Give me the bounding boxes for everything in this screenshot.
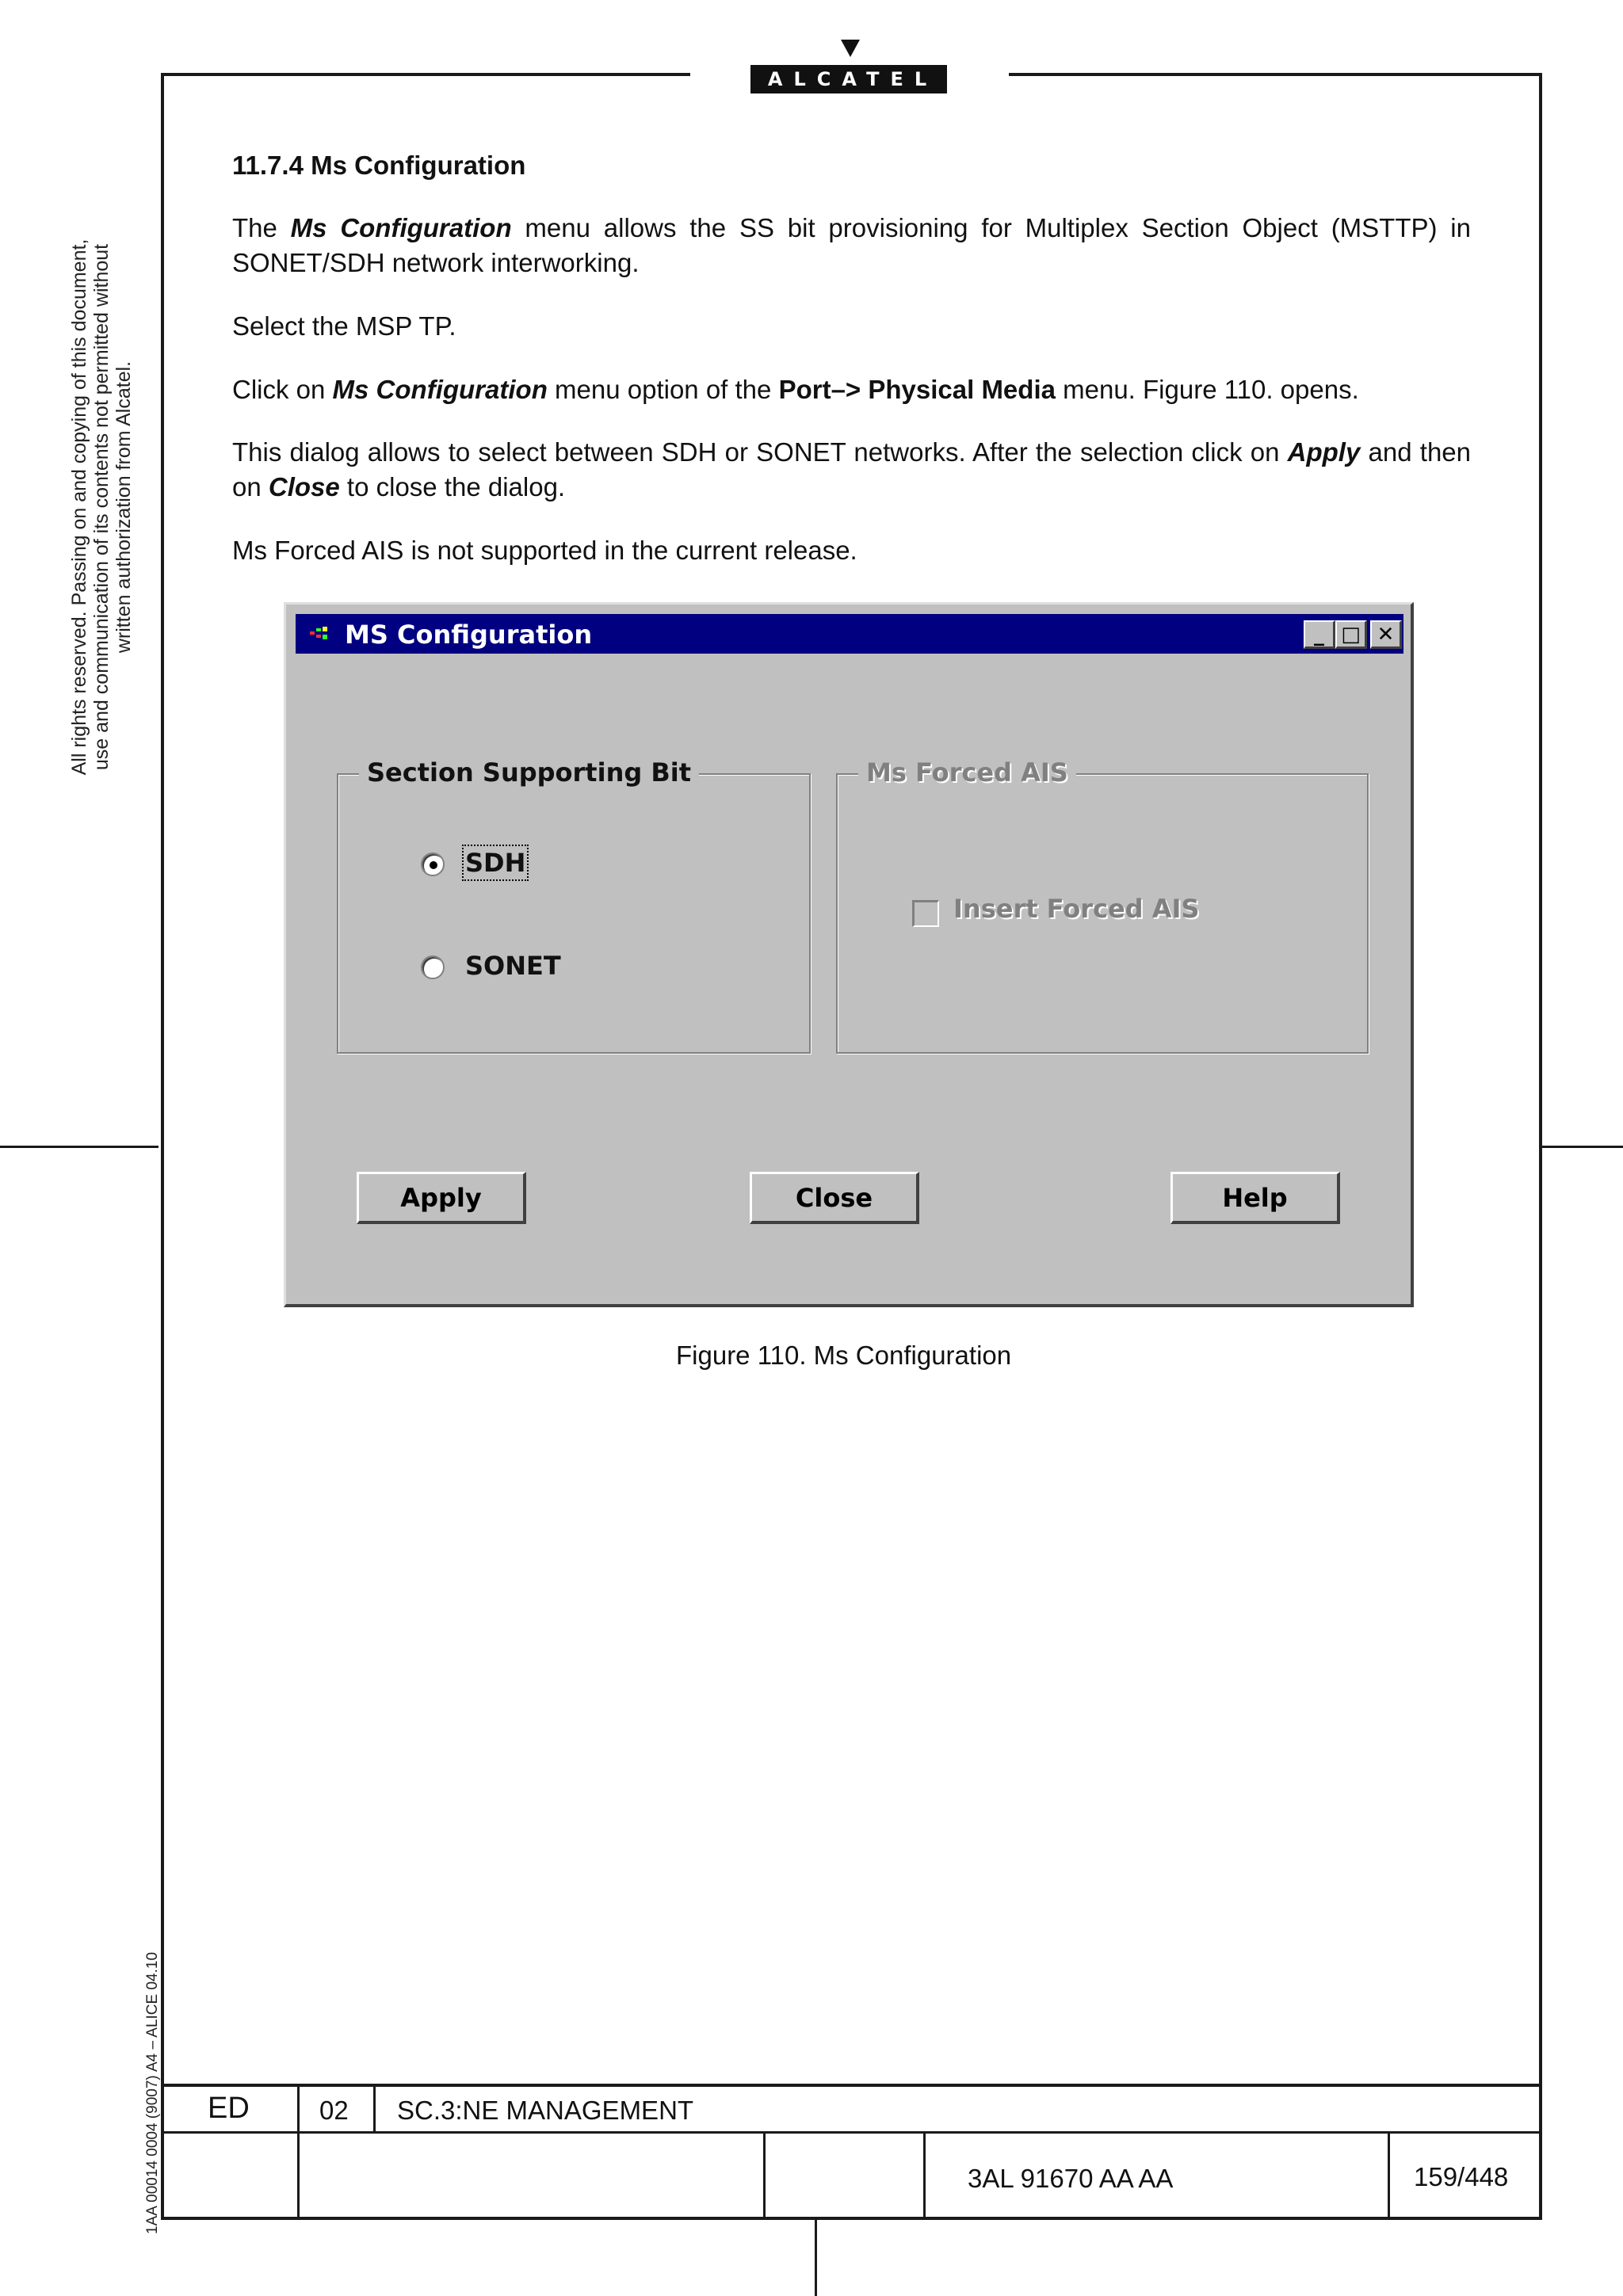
paragraph-intro: The Ms Configuration menu allows the SS bit provisioning for Multiplex Section Object (MSTTP) in SONET/SDH network interworking. [232,213,1471,277]
binding-mark [815,2220,817,2296]
paragraph-ais-note: Ms Forced AIS is not supported in the current release. [232,536,857,565]
emphasis-ms-configuration: Ms Configuration [290,213,512,242]
frame-top-left [161,73,690,76]
footer-page-number: 159/448 [1414,2162,1509,2191]
minimize-button[interactable]: _ [1304,620,1335,649]
footer-doc-number: 3AL 91670 AA AA [968,2164,1174,2193]
group-legend-ais: Ms Forced AIS [858,757,1076,788]
margin-tick-right [1542,1146,1623,1148]
dialog-title: MS Configuration [345,620,593,650]
paragraph-select: Select the MSP TP. [232,311,456,341]
radio-sdh[interactable] [421,852,445,876]
radio-sdh-label[interactable]: SDH [465,848,526,878]
section-heading: 11.7.4 Ms Configuration [232,151,526,180]
form-code: 1AA 00014 0004 (9007) A4 – ALICE 04.10 [144,1951,161,2234]
rights-notice: All rights reserved. Passing on and copying of this document, use and communication of its contents not permitted without written authorization from Alcatel. [68,238,135,776]
footer-line-mid [161,2131,1542,2134]
maximize-button[interactable]: □ [1335,620,1367,649]
close-button[interactable]: Close [750,1172,919,1224]
radio-sonet-label[interactable]: SONET [465,951,561,981]
footer-divider-2 [373,2084,376,2133]
ms-configuration-dialog [284,602,1414,1307]
group-legend-ssb: Section Supporting Bit [359,757,699,788]
figure-caption: Figure 110. Ms Configuration [676,1341,1012,1370]
footer-divider-3 [763,2131,766,2220]
paragraph-dialog: This dialog allows to select between SDH or SONET networks. After the selection click on Apply and then on Close to close the dialog. [232,437,1471,502]
footer-title: SC.3:NE MANAGEMENT [397,2096,694,2125]
group-ms-forced-ais [836,757,1369,1054]
margin-tick-left [0,1146,158,1148]
footer-ed-value: 02 [319,2096,349,2125]
help-button[interactable]: Help [1170,1172,1340,1224]
checkbox-insert-forced-ais[interactable] [912,900,939,927]
paragraph-click: Click on Ms Configuration menu option of the Port–> Physical Media menu. Figure 110. opens. [232,375,1359,404]
footer-divider-4 [923,2131,926,2220]
radio-sonet[interactable] [421,955,445,979]
footer-line-top [161,2084,1542,2087]
app-icon [308,625,342,643]
radio-selected-dot [430,861,437,869]
close-window-button[interactable]: ✕ [1370,620,1402,649]
alcatel-logo: ALCATEL [750,65,947,93]
footer-divider-1 [297,2084,300,2220]
dialog-titlebar[interactable] [296,614,1403,654]
group-section-supporting-bit [337,757,811,1054]
footer-divider-5 [1388,2131,1390,2220]
footer-ed-label: ED [208,2092,250,2125]
checkbox-insert-forced-ais-label: Insert Forced AIS [953,894,1200,924]
apply-button[interactable]: Apply [357,1172,526,1224]
logo-triangle-icon [841,40,860,57]
frame-top-right [1009,73,1542,76]
